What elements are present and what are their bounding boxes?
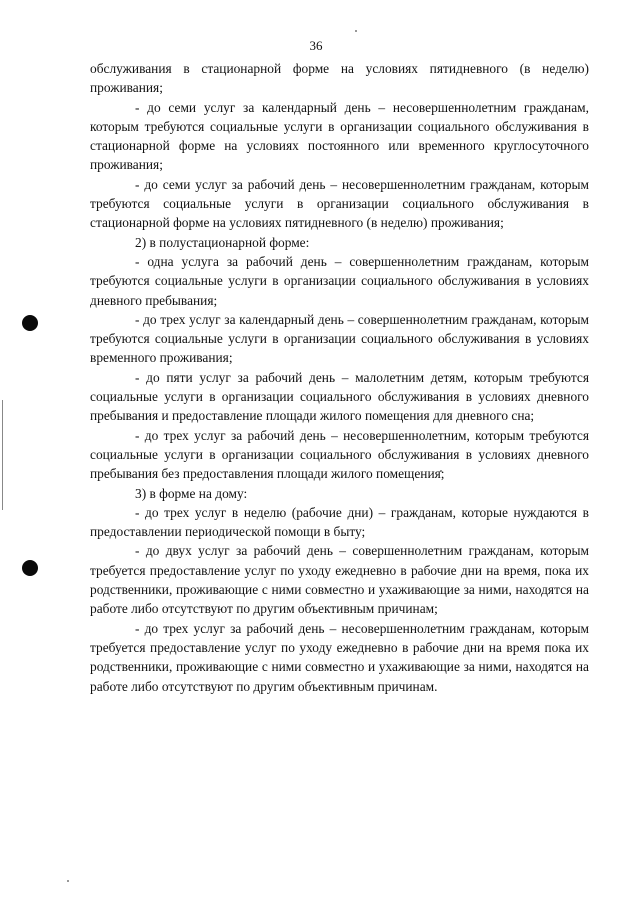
paragraph: - одна услуга за рабочий день – совершеннолетним гражданам, которым требуются социальные услуги в организации социального обслуживания в условиях дневного пребывания; [90, 253, 589, 308]
paragraph: - до трех услуг за рабочий день – несовершеннолетним, которым требуются социальные услуги в организации социального обслуживания в условиях дневного пребывания без предоставления площади жилого помещения; [90, 427, 589, 482]
paragraph: - до двух услуг за рабочий день – совершеннолетним гражданам, которым требуется предоставление услуг по уходу ежедневно в рабочие дни на время, пока их родственники, проживающие с ними совместно и ухаживающие за ними, находятся на работе либо отсутствуют по другим объективным причинам; [90, 543, 589, 617]
scan-speck [67, 880, 69, 882]
paragraph: - до семи услуг за календарный день – несовершеннолетним гражданам, которым требуются социальные услуги в организации социального обслуживания в стационарной форме на условиях постоянного или временного круглосуточного проживания; [90, 99, 589, 173]
paragraph: - до трех услуг за рабочий день – несовершеннолетним гражданам, которым требуется предоставление услуг по уходу ежедневно в рабочие дни на время пока их родственники, проживающие с ними совместно и ухаживающие за ними, находятся на работе либо отсутствуют по другим объективным причинам. [90, 620, 589, 694]
scan-edge-mark [2, 400, 3, 510]
punch-hole [22, 560, 38, 576]
paragraph: - до семи услуг за рабочий день – несовершеннолетним гражданам, которым требуются социальные услуги в организации социального обслуживания в стационарной форме на условиях пятидневного (в неделю) проживания; [90, 176, 589, 231]
paragraph: - до трех услуг за календарный день – совершеннолетним гражданам, которым требуются социальные услуги в организации социального обслуживания в условиях временного проживания; [90, 311, 589, 366]
punch-hole [22, 315, 38, 331]
document-body [90, 59, 589, 696]
paragraph: - до трех услуг в неделю (рабочие дни) – гражданам, которые нуждаются в предоставлении периодической помощи в быту; [90, 504, 589, 540]
section-heading: 2) в полустационарной форме: [135, 234, 310, 250]
section-heading: 3) в форме на дому: [135, 485, 248, 501]
page-number: 36 [309, 38, 323, 53]
scan-speck [355, 30, 357, 32]
paragraph: обслуживания в стационарной форме на условиях пятидневного (в неделю) проживания; [90, 61, 589, 96]
paragraph: - до пяти услуг за рабочий день – малолетним детям, которым требуются социальные услуги в организации социального обслуживания в условиях дневного пребывания и предоставление площади жилого помещения для дневного сна; [90, 369, 589, 424]
